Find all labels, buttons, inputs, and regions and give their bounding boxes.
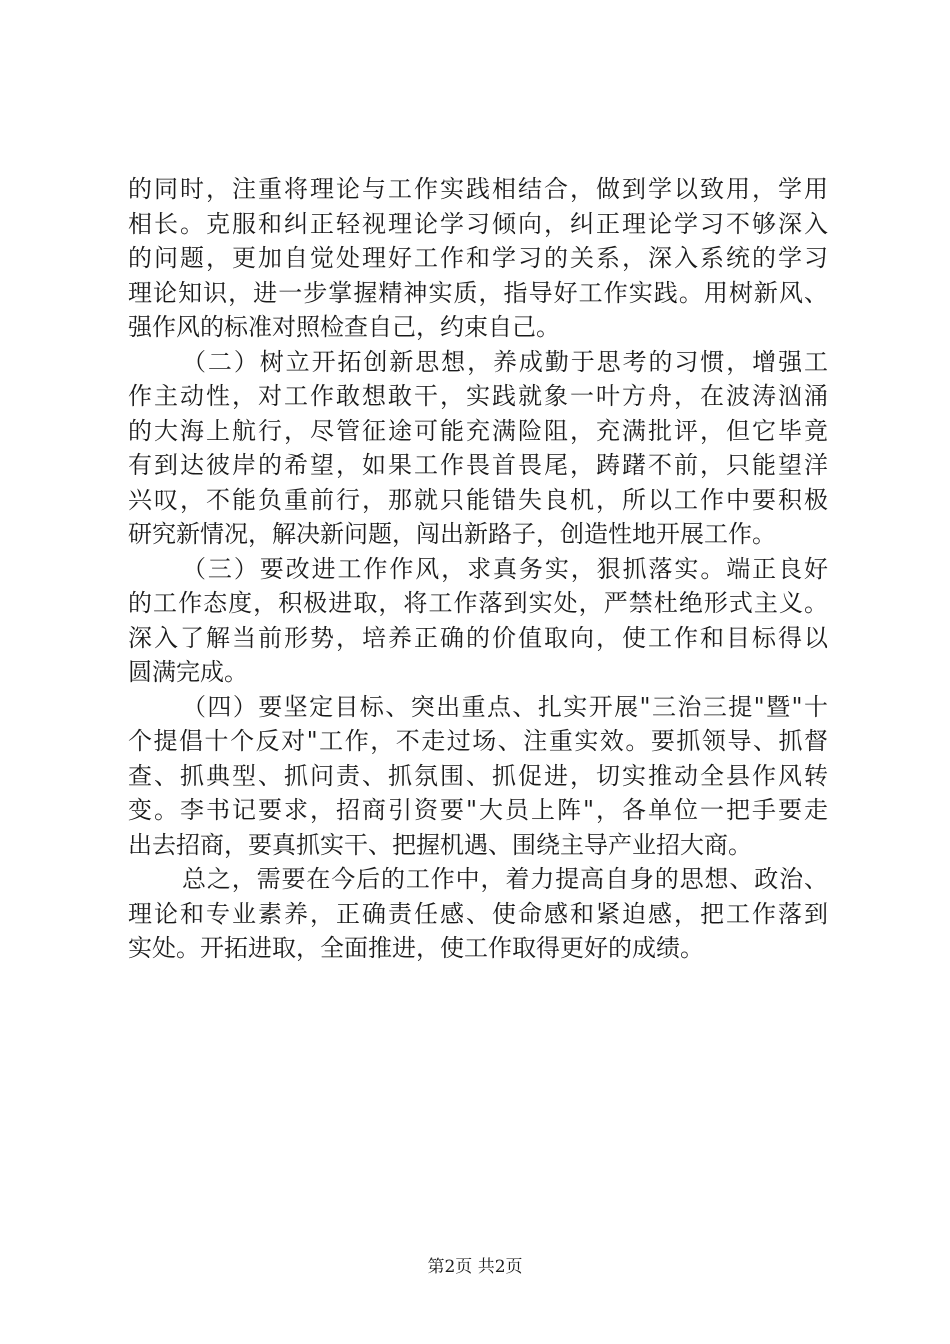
document-body: [128, 172, 828, 966]
text-line: 的同时，注重将理论与工作实践相结合，做到学以致用，学用: [128, 175, 828, 203]
text-line: 的工作态度，积极进取，将工作落到实处，严禁杜绝形式主义。: [128, 589, 828, 617]
text-line: 圆满完成。: [128, 658, 248, 686]
text-line: 变。李书记要求，招商引资要"大员上阵"，各单位一把手要走: [128, 796, 828, 824]
text-line: 兴叹，不能负重前行，那就只能错失良机，所以工作中要积极: [128, 485, 828, 514]
text-line: 有到达彼岸的希望，如果工作畏首畏尾，踌躇不前，只能望洋: [128, 451, 828, 479]
text-line: 的大海上航行，尽管征途可能充满险阻，充满批评，但它毕竟: [128, 416, 828, 445]
text-line: 强作风的标准对照检查自己，约束自己。: [128, 313, 560, 341]
text-line: 理论知识，进一步掌握精神实质，指导好工作实践。用树新风、: [128, 278, 828, 307]
paragraph-start-line: （三）要改进工作作风，求真务实，狠抓落实。端正良好: [182, 554, 828, 583]
text-line: 相长。克服和纠正轻视理论学习倾向，纠正理论学习不够深入: [128, 209, 828, 238]
text-line: 的问题，更加自觉处理好工作和学习的关系，深入系统的学习: [128, 244, 828, 272]
page-footer: 第2页 共2页: [427, 1257, 523, 1277]
text-line: 实处。开拓进取，全面推进，使工作取得更好的成绩。: [128, 934, 704, 962]
paragraph-start-line: （四）要坚定目标、突出重点、扎实开展"三治三提"暨"十: [182, 692, 828, 721]
text-line: 深入了解当前形势，培养正确的价值取向，使工作和目标得以: [128, 623, 828, 652]
text-line: 作主动性，对工作敢想敢干，实践就象一叶方舟，在波涛汹涌: [128, 382, 828, 410]
text-line: 个提倡十个反对"工作，不走过场、注重实效。要抓领导、抓督: [128, 727, 828, 755]
paragraph-start-line: （二）树立开拓创新思想，养成勤于思考的习惯，增强工: [182, 347, 828, 376]
text-line: 出去招商，要真抓实干、把握机遇、围绕主导产业招大商。: [128, 830, 752, 859]
text-line: 研究新情况，解决新问题，闯出新路子，创造性地开展工作。: [128, 520, 776, 548]
text-line: 理论和专业素养，正确责任感、使命感和紧迫感，把工作落到: [128, 899, 828, 928]
paragraph-start-line: 总之，需要在今后的工作中，着力提高自身的思想、政治、: [182, 865, 828, 893]
text-line: 查、抓典型、抓问责、抓氛围、抓促进，切实推动全县作风转: [128, 761, 828, 790]
